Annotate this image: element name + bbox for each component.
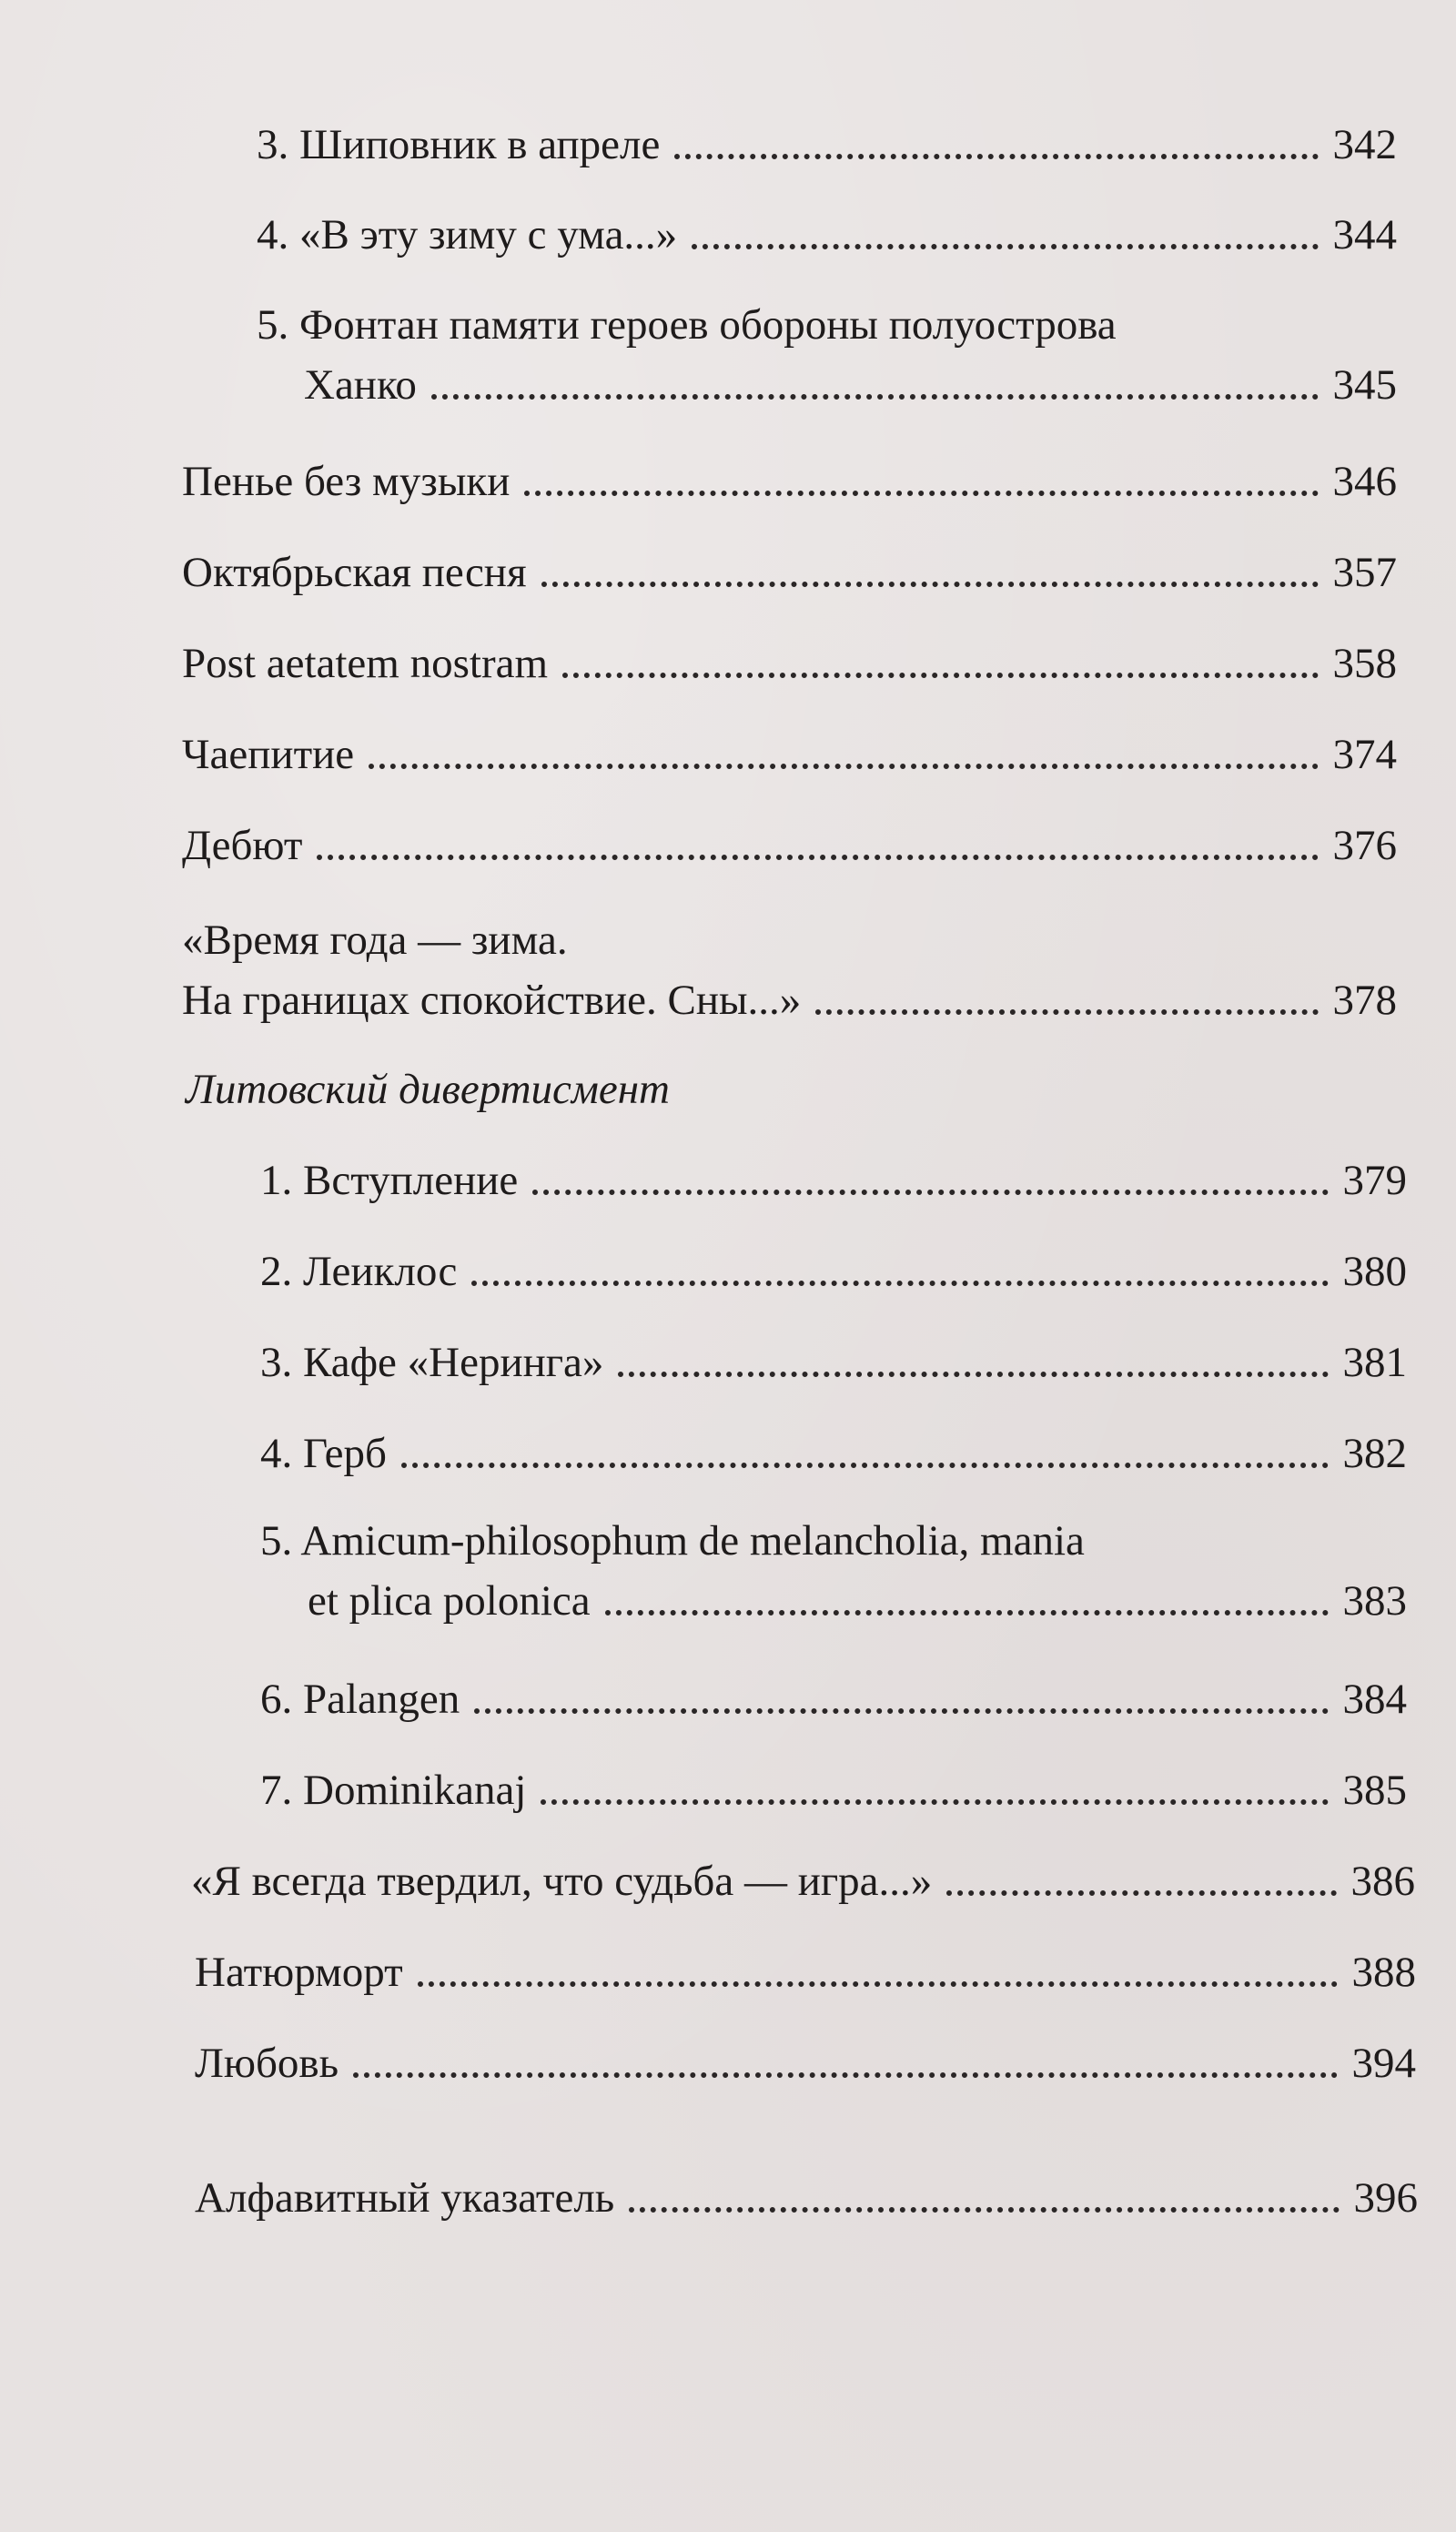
dot-leader bbox=[674, 154, 1318, 159]
page-number: 388 bbox=[1351, 1949, 1416, 1996]
page-number: 384 bbox=[1342, 1676, 1407, 1723]
entry-title: Натюрморт bbox=[195, 1949, 403, 1996]
toc-entry bbox=[257, 115, 1397, 175]
entry-title: Любовь bbox=[195, 2040, 339, 2087]
page-number: 381 bbox=[1342, 1339, 1407, 1386]
toc-entry bbox=[260, 1241, 1407, 1301]
toc-entry bbox=[260, 1423, 1407, 1484]
page-number: 345 bbox=[1332, 361, 1397, 409]
entry-title: Пенье без музыки bbox=[182, 458, 511, 505]
page-number: 386 bbox=[1350, 1858, 1415, 1905]
entry-title: 4. Герб bbox=[260, 1430, 387, 1477]
entry-title: 6. Palangen bbox=[260, 1676, 460, 1723]
toc-entry bbox=[182, 910, 1397, 1030]
dot-leader bbox=[605, 1610, 1329, 1615]
toc-entry bbox=[191, 1851, 1415, 1911]
dot-leader bbox=[532, 1190, 1328, 1195]
dot-leader bbox=[431, 394, 1319, 400]
page-number: 374 bbox=[1332, 731, 1397, 778]
entry-title: Post aetatem nostram bbox=[182, 640, 549, 687]
toc-entry bbox=[260, 1150, 1407, 1210]
dot-leader bbox=[353, 2072, 1337, 2078]
page-number: 342 bbox=[1332, 121, 1397, 168]
toc-entry bbox=[257, 295, 1397, 415]
page-number: 357 bbox=[1332, 549, 1397, 596]
toc-entry bbox=[182, 724, 1397, 785]
dot-leader bbox=[474, 1708, 1328, 1714]
dot-leader bbox=[418, 1981, 1338, 1987]
entry-title-line1: 5. Фонтан памяти героев обороны полуострова bbox=[257, 301, 1117, 349]
entry-title-line2: et plica polonica bbox=[308, 1577, 591, 1625]
dot-leader bbox=[629, 2207, 1339, 2213]
toc-entry bbox=[182, 542, 1397, 603]
page-number: 382 bbox=[1342, 1430, 1407, 1477]
dot-leader bbox=[369, 764, 1318, 769]
page-number: 344 bbox=[1332, 211, 1397, 258]
toc-entry bbox=[195, 1942, 1416, 2002]
dot-leader bbox=[524, 491, 1318, 496]
page-number: 394 bbox=[1351, 2040, 1416, 2087]
entry-title-line2: Ханко bbox=[304, 361, 417, 409]
entry-title: 2. Леиклос bbox=[260, 1248, 458, 1295]
page-number: 358 bbox=[1332, 640, 1397, 687]
dot-leader bbox=[692, 244, 1318, 249]
entry-title: Алфавитный указатель bbox=[195, 2174, 615, 2222]
entry-title: 3. Шиповник в апреле bbox=[257, 121, 661, 168]
dot-leader bbox=[401, 1463, 1329, 1468]
page-number: 385 bbox=[1342, 1767, 1407, 1814]
page-number: 396 bbox=[1353, 2174, 1418, 2222]
dot-leader bbox=[317, 855, 1318, 860]
dot-leader bbox=[815, 1009, 1318, 1015]
page-number: 379 bbox=[1342, 1157, 1407, 1204]
toc-entry bbox=[182, 815, 1397, 876]
page-number: 378 bbox=[1332, 977, 1397, 1024]
page-number: 346 bbox=[1332, 458, 1397, 505]
entry-title-line2: На границах спокойствие. Сны...» bbox=[182, 977, 802, 1024]
entry-title: 4. «В эту зиму с ума...» bbox=[257, 211, 678, 258]
toc-entry bbox=[182, 451, 1397, 511]
toc-entry bbox=[260, 1511, 1407, 1631]
section-heading: Литовский дивертисмент bbox=[186, 1066, 670, 1113]
entry-title: 1. Вступление bbox=[260, 1157, 519, 1204]
page-number: 383 bbox=[1342, 1577, 1407, 1625]
entry-title-line1: 5. Amicum-philosophum de melancholia, mania bbox=[260, 1517, 1085, 1565]
dot-leader bbox=[541, 582, 1319, 587]
entry-title: Дебют bbox=[182, 822, 303, 869]
dot-leader bbox=[471, 1281, 1328, 1286]
toc-entry bbox=[260, 1669, 1407, 1729]
dot-leader bbox=[618, 1372, 1328, 1377]
toc-entry bbox=[260, 1760, 1407, 1820]
toc-entry bbox=[182, 633, 1397, 694]
entry-title: «Я всегда твердил, что судьба — игра...» bbox=[191, 1858, 933, 1905]
dot-leader bbox=[946, 1890, 1336, 1896]
toc-entry bbox=[195, 2168, 1418, 2228]
page-number: 376 bbox=[1332, 822, 1397, 869]
toc-entry bbox=[195, 2033, 1416, 2093]
toc-entry bbox=[257, 205, 1397, 265]
entry-title: 7. Dominikanaj bbox=[260, 1767, 527, 1814]
entry-title-line1: «Время года — зима. bbox=[182, 917, 568, 964]
entry-title: Чаепитие bbox=[182, 731, 355, 778]
dot-leader bbox=[562, 673, 1318, 678]
page-number: 380 bbox=[1342, 1248, 1407, 1295]
entry-title: 3. Кафе «Неринга» bbox=[260, 1339, 604, 1386]
dot-leader bbox=[541, 1799, 1328, 1805]
toc-entry bbox=[260, 1332, 1407, 1393]
entry-title: Октябрьская песня bbox=[182, 549, 527, 596]
